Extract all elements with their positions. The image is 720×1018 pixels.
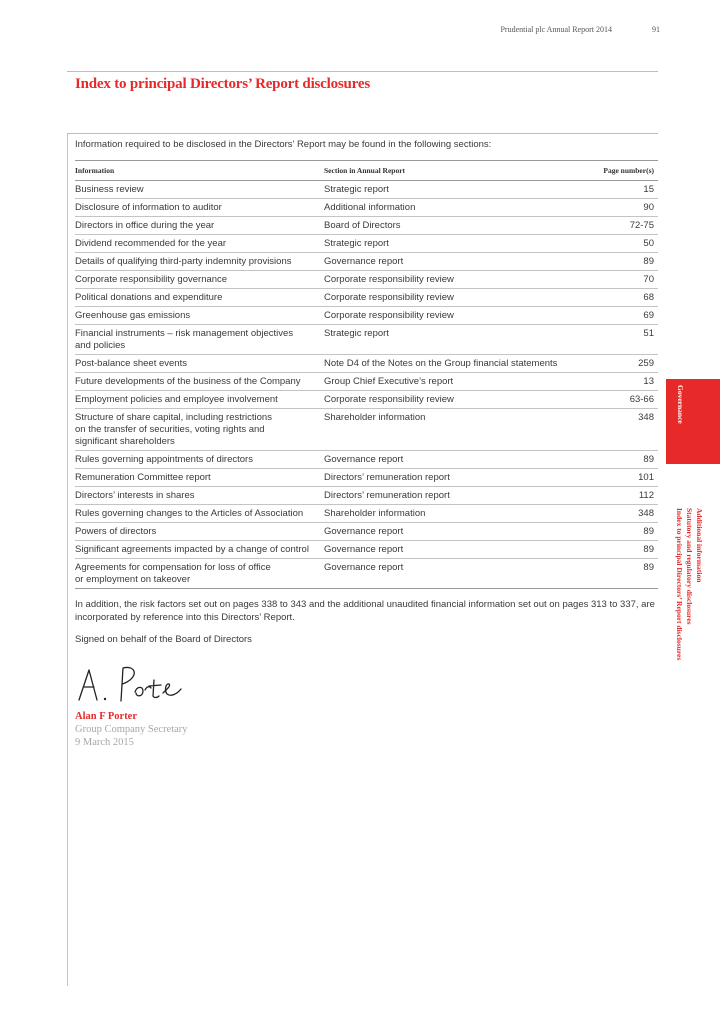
- table-header-row: [75, 161, 658, 181]
- table-row: [75, 289, 658, 307]
- table-row: [75, 217, 658, 235]
- table-row: [75, 409, 658, 451]
- cell-section: Corporate responsibility review: [324, 307, 585, 325]
- table-row: [75, 181, 658, 199]
- intro-divider: [67, 133, 658, 134]
- side-navigation: [674, 508, 704, 660]
- table-row: [75, 505, 658, 523]
- handwritten-signature: [75, 660, 215, 706]
- cell-pages: 89: [585, 541, 658, 559]
- table-row: [75, 373, 658, 391]
- cell-section: Governance report: [324, 451, 585, 469]
- cell-section: Directors’ remuneration report: [324, 487, 585, 505]
- cell-pages: 348: [585, 505, 658, 523]
- cell-information: Structure of share capital, including restrictions on the transfer of securities, voting rights and significant shareholders: [75, 409, 324, 451]
- side-nav-item: Index to principal Directors’ Report disclosures: [675, 508, 684, 661]
- cell-information: Rules governing appointments of directors: [75, 451, 324, 469]
- cell-section: Note D4 of the Notes on the Group financial statements: [324, 355, 585, 373]
- table-row: [75, 271, 658, 289]
- table-row: [75, 355, 658, 373]
- cell-information: Future developments of the business of the Company: [75, 373, 324, 391]
- side-nav-item: Statutory and regulatory disclosures: [685, 508, 694, 625]
- cell-information: Directors’ interests in shares: [75, 487, 324, 505]
- cell-section: Strategic report: [324, 181, 585, 199]
- running-header: [500, 25, 660, 34]
- cell-section: Board of Directors: [324, 217, 585, 235]
- cell-section: Additional information: [324, 199, 585, 217]
- cell-information: Directors in office during the year: [75, 217, 324, 235]
- cell-information: Corporate responsibility governance: [75, 271, 324, 289]
- cell-pages: 50: [585, 235, 658, 253]
- cell-pages: 348: [585, 409, 658, 451]
- table-row: [75, 307, 658, 325]
- cell-pages: 89: [585, 253, 658, 271]
- cell-section: Corporate responsibility review: [324, 271, 585, 289]
- cell-information: Dividend recommended for the year: [75, 235, 324, 253]
- cell-section: Strategic report: [324, 325, 585, 355]
- cell-information: Rules governing changes to the Articles of Association: [75, 505, 324, 523]
- cell-section: Governance report: [324, 559, 585, 589]
- cell-section: Strategic report: [324, 235, 585, 253]
- cell-pages: 112: [585, 487, 658, 505]
- page-title: Index to principal Directors’ Report disclosures: [75, 76, 370, 92]
- table-row: [75, 559, 658, 589]
- cell-section: Directors’ remuneration report: [324, 469, 585, 487]
- section-tab: [666, 379, 720, 464]
- cell-pages: 68: [585, 289, 658, 307]
- column-header-section: Section in Annual Report: [324, 161, 585, 181]
- cell-pages: 89: [585, 451, 658, 469]
- cell-section: Corporate responsibility review: [324, 391, 585, 409]
- cell-pages: 90: [585, 199, 658, 217]
- page-number: 91: [652, 25, 660, 34]
- signed-on-behalf-text: Signed on behalf of the Board of Directors: [75, 634, 252, 645]
- table-row: [75, 391, 658, 409]
- cell-information: Details of qualifying third-party indemnity provisions: [75, 253, 324, 271]
- signatory-role: Group Company Secretary: [75, 724, 188, 735]
- top-divider: [67, 71, 658, 72]
- table-row: [75, 451, 658, 469]
- cell-information: Agreements for compensation for loss of office or employment on takeover: [75, 559, 324, 589]
- table-row: [75, 541, 658, 559]
- cell-information: Remuneration Committee report: [75, 469, 324, 487]
- cell-section: Corporate responsibility review: [324, 289, 585, 307]
- table-row: [75, 523, 658, 541]
- cell-section: Governance report: [324, 541, 585, 559]
- section-tab-label: Governance: [676, 385, 685, 424]
- cell-pages: 89: [585, 523, 658, 541]
- intro-text: Information required to be disclosed in the Directors’ Report may be found in the following sections:: [75, 139, 492, 150]
- column-header-information: Information: [75, 161, 324, 181]
- cell-pages: 259: [585, 355, 658, 373]
- table-body: [75, 181, 658, 589]
- table-row: [75, 487, 658, 505]
- cell-section: Group Chief Executive’s report: [324, 373, 585, 391]
- disclosure-index-table: [75, 160, 658, 589]
- cell-pages: 101: [585, 469, 658, 487]
- cell-information: Post-balance sheet events: [75, 355, 324, 373]
- cell-information: Political donations and expenditure: [75, 289, 324, 307]
- cell-section: Shareholder information: [324, 505, 585, 523]
- cell-pages: 69: [585, 307, 658, 325]
- cell-pages: 51: [585, 325, 658, 355]
- signatory-name: Alan F Porter: [75, 711, 138, 722]
- side-nav-item: Additional information: [695, 508, 704, 583]
- closing-paragraph: In addition, the risk factors set out on pages 338 to 343 and the additional unaudited financial information set out on pages 313 to 337, are incorporated by reference into this Directors’ Report.: [75, 599, 655, 623]
- cell-section: Shareholder information: [324, 409, 585, 451]
- cell-information: Business review: [75, 181, 324, 199]
- signature-date: 9 March 2015: [75, 737, 134, 748]
- cell-section: Governance report: [324, 253, 585, 271]
- table-row: [75, 325, 658, 355]
- table-row: [75, 235, 658, 253]
- cell-pages: 70: [585, 271, 658, 289]
- left-margin-rule: [67, 133, 68, 986]
- cell-pages: 13: [585, 373, 658, 391]
- cell-pages: 15: [585, 181, 658, 199]
- table-row: [75, 469, 658, 487]
- cell-information: Disclosure of information to auditor: [75, 199, 324, 217]
- cell-information: Greenhouse gas emissions: [75, 307, 324, 325]
- cell-information: Powers of directors: [75, 523, 324, 541]
- publication-title: Prudential plc Annual Report 2014: [500, 25, 612, 34]
- table-row: [75, 253, 658, 271]
- cell-pages: 89: [585, 559, 658, 589]
- column-header-pages: Page number(s): [585, 161, 658, 181]
- cell-information: Employment policies and employee involvement: [75, 391, 324, 409]
- cell-section: Governance report: [324, 523, 585, 541]
- cell-pages: 72-75: [585, 217, 658, 235]
- table-row: [75, 199, 658, 217]
- cell-pages: 63-66: [585, 391, 658, 409]
- cell-information: Significant agreements impacted by a change of control: [75, 541, 324, 559]
- cell-information: Financial instruments – risk management objectives and policies: [75, 325, 324, 355]
